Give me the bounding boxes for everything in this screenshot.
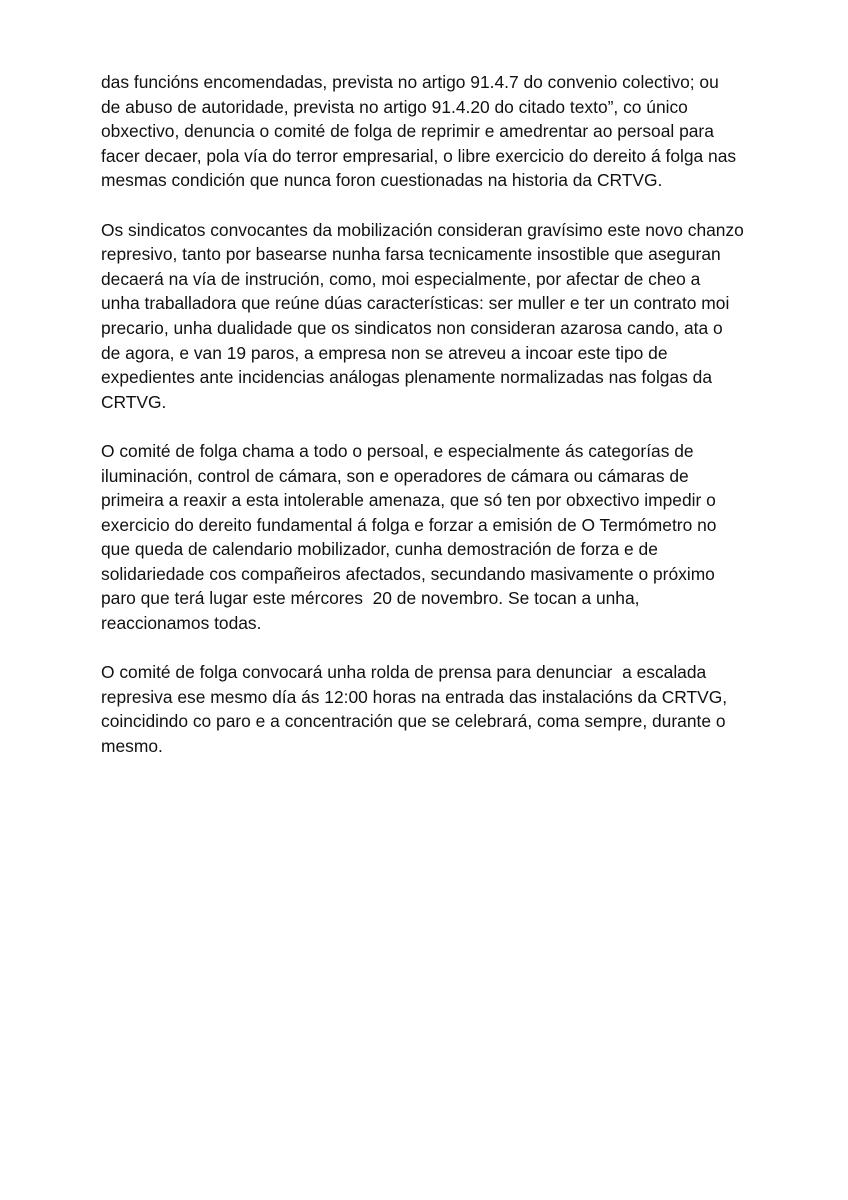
text-line: O comité de folga convocará unha rolda de prensa para denunciar a escalada [101, 662, 707, 683]
paragraph-4 [101, 660, 781, 758]
text-line: CRTVG. [101, 391, 167, 412]
text-line: paro que terá lugar este mércores 20 de novembro. Se tocan a unha, [101, 588, 640, 609]
text-line: de abuso de autoridade, prevista no artigo 91.4.20 do citado texto”, co único [101, 96, 688, 117]
text-line: mesmo. [101, 736, 163, 757]
text-line: de agora, e van 19 paros, a empresa non se atreveu a incoar este tipo de [101, 342, 668, 363]
text-line: iluminación, control de cámara, son e operadores de cámara ou cámaras de [101, 465, 689, 486]
text-line: O comité de folga chama a todo o persoal, e especialmente ás categorías de [101, 440, 694, 461]
text-line: unha traballadora que reúne dúas características: ser muller e ter un contrato moi [101, 293, 730, 314]
document-body [101, 70, 781, 759]
text-line: coincidindo co paro e a concentración que se celebrará, coma sempre, durante o [101, 711, 726, 732]
text-line: mesmas condición que nunca foron cuestionadas na historia da CRTVG. [101, 170, 663, 191]
text-line: precario, unha dualidade que os sindicatos non consideran azarosa cando, ata o [101, 317, 723, 338]
text-line: primeira a reaxir a esta intolerable amenaza, que só ten por obxectivo impedir o [101, 490, 716, 511]
paragraph-spacer [101, 414, 781, 439]
text-line: exercicio do dereito fundamental á folga e forzar a emisión de O Termómetro no [101, 514, 717, 535]
text-line: solidariedade cos compañeiros afectados, secundando masivamente o próximo [101, 563, 715, 584]
text-line: Os sindicatos convocantes da mobilización consideran gravísimo este novo chanzo [101, 219, 744, 240]
paragraph-3 [101, 439, 781, 636]
text-line: represivo, tanto por basearse nunha farsa tecnicamente insostible que aseguran [101, 244, 721, 265]
text-line: reaccionamos todas. [101, 613, 262, 634]
text-line: decaerá na vía de instrución, como, moi especialmente, por afectar de cheo a [101, 268, 701, 289]
text-line: que queda de calendario mobilizador, cunha demostración de forza e de [101, 539, 658, 560]
text-line: obxectivo, denuncia o comité de folga de reprimir e amedrentar ao persoal para [101, 121, 714, 142]
text-line: represiva ese mesmo día ás 12:00 horas na entrada das instalacións da CRTVG, [101, 686, 728, 707]
paragraph-1 [101, 70, 781, 193]
paragraph-2 [101, 218, 781, 415]
text-line: facer decaer, pola vía do terror empresarial, o libre exercicio do dereito á folga nas [101, 145, 737, 166]
text-line: das funcións encomendadas, prevista no artigo 91.4.7 do convenio colectivo; ou [101, 72, 719, 92]
paragraph-spacer [101, 636, 781, 661]
paragraph-spacer [101, 193, 781, 218]
text-line: expedientes ante incidencias análogas plenamente normalizadas nas folgas da [101, 367, 713, 388]
